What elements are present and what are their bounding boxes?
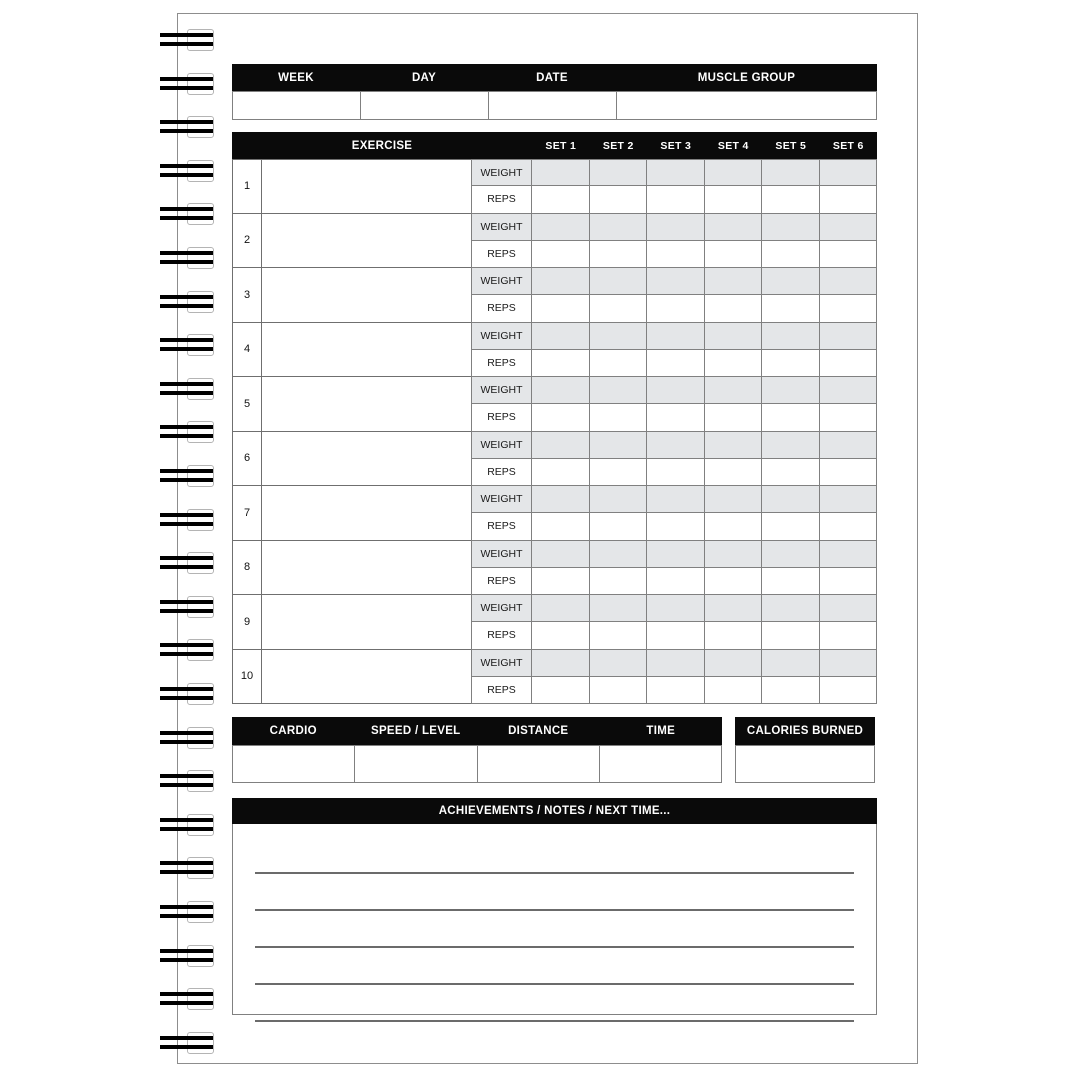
- reps-label: REPS: [471, 241, 532, 268]
- cardio-table: [232, 717, 722, 783]
- reps-cell-set-4[interactable]: [705, 513, 763, 540]
- exercise-set-grid: [471, 214, 877, 269]
- reps-cell-set-2[interactable]: [590, 459, 648, 486]
- exercise-weight-line: [471, 159, 877, 186]
- workout-info-table: [232, 64, 877, 120]
- exercise-set-grid: [471, 541, 877, 596]
- reps-cell-set-5[interactable]: [762, 186, 820, 213]
- weight-cell-set-3[interactable]: [647, 214, 705, 241]
- weight-cell-set-1[interactable]: [532, 595, 590, 622]
- cardio-header-cardio: CARDIO: [232, 717, 355, 745]
- weight-cell-set-2[interactable]: [590, 268, 648, 295]
- weight-label: WEIGHT: [471, 377, 532, 404]
- reps-cell-set-1[interactable]: [532, 568, 590, 595]
- weight-label: WEIGHT: [471, 323, 532, 350]
- cardio-field-distance[interactable]: [477, 745, 599, 783]
- calories-burned-field[interactable]: [735, 745, 875, 783]
- cardio-header-distance: DISTANCE: [477, 717, 600, 745]
- weight-cell-set-6[interactable]: [820, 541, 878, 568]
- info-field-muscle-group[interactable]: [616, 91, 877, 120]
- weight-label: WEIGHT: [471, 595, 532, 622]
- reps-cell-set-4[interactable]: [705, 622, 763, 649]
- weight-cell-set-6[interactable]: [820, 486, 878, 513]
- info-field-day[interactable]: [360, 91, 488, 120]
- reps-cell-set-3[interactable]: [647, 677, 705, 704]
- weight-cell-set-4[interactable]: [705, 159, 763, 186]
- reps-cell-set-3[interactable]: [647, 459, 705, 486]
- weight-label: WEIGHT: [471, 650, 532, 677]
- reps-label: REPS: [471, 677, 532, 704]
- exercise-reps-line: [471, 295, 877, 322]
- weight-cell-set-3[interactable]: [647, 595, 705, 622]
- reps-cell-set-1[interactable]: [532, 459, 590, 486]
- weight-label: WEIGHT: [471, 214, 532, 241]
- info-field-week[interactable]: [232, 91, 360, 120]
- reps-cell-set-2[interactable]: [590, 513, 648, 540]
- reps-cell-set-3[interactable]: [647, 186, 705, 213]
- cardio-field-speed-level[interactable]: [354, 745, 476, 783]
- reps-cell-set-2[interactable]: [590, 404, 648, 431]
- exercise-name-field[interactable]: [261, 432, 471, 487]
- reps-cell-set-6[interactable]: [820, 295, 878, 322]
- weight-cell-set-5[interactable]: [762, 595, 820, 622]
- weight-cell-set-5[interactable]: [762, 432, 820, 459]
- set-column-header-1: SET 1: [532, 132, 590, 159]
- exercise-set-grid: [471, 486, 877, 541]
- info-header-week: WEEK: [232, 64, 360, 91]
- reps-cell-set-6[interactable]: [820, 622, 878, 649]
- exercise-row-number: 5: [232, 377, 261, 432]
- reps-cell-set-5[interactable]: [762, 241, 820, 268]
- weight-label: WEIGHT: [471, 432, 532, 459]
- weight-cell-set-3[interactable]: [647, 323, 705, 350]
- weight-cell-set-4[interactable]: [705, 323, 763, 350]
- exercise-name-field[interactable]: [261, 541, 471, 596]
- weight-cell-set-4[interactable]: [705, 432, 763, 459]
- notes-line: [255, 983, 854, 985]
- cardio-header-time: TIME: [600, 717, 723, 745]
- weight-cell-set-2[interactable]: [590, 650, 648, 677]
- weight-cell-set-5[interactable]: [762, 541, 820, 568]
- exercise-row-number: 6: [232, 432, 261, 487]
- exercise-row-number: 3: [232, 268, 261, 323]
- info-header-muscle-group: MUSCLE GROUP: [616, 64, 877, 91]
- set-column-header-2: SET 2: [590, 132, 648, 159]
- reps-label: REPS: [471, 186, 532, 213]
- weight-cell-set-1[interactable]: [532, 159, 590, 186]
- weight-cell-set-4[interactable]: [705, 595, 763, 622]
- reps-cell-set-1[interactable]: [532, 404, 590, 431]
- exercise-reps-line: [471, 350, 877, 377]
- notes-line: [255, 946, 854, 948]
- exercise-row: [232, 432, 877, 487]
- weight-cell-set-2[interactable]: [590, 541, 648, 568]
- notes-line: [255, 872, 854, 874]
- reps-cell-set-4[interactable]: [705, 404, 763, 431]
- reps-cell-set-5[interactable]: [762, 350, 820, 377]
- reps-cell-set-5[interactable]: [762, 404, 820, 431]
- reps-cell-set-6[interactable]: [820, 677, 878, 704]
- exercise-weight-line: [471, 486, 877, 513]
- weight-cell-set-5[interactable]: [762, 323, 820, 350]
- weight-cell-set-4[interactable]: [705, 377, 763, 404]
- calories-burned-box: [735, 717, 875, 783]
- weight-cell-set-6[interactable]: [820, 650, 878, 677]
- reps-cell-set-2[interactable]: [590, 350, 648, 377]
- reps-cell-set-5[interactable]: [762, 677, 820, 704]
- reps-cell-set-4[interactable]: [705, 241, 763, 268]
- reps-cell-set-2[interactable]: [590, 622, 648, 649]
- reps-cell-set-6[interactable]: [820, 350, 878, 377]
- exercise-row: [232, 214, 877, 269]
- reps-cell-set-2[interactable]: [590, 677, 648, 704]
- reps-cell-set-6[interactable]: [820, 186, 878, 213]
- weight-cell-set-2[interactable]: [590, 214, 648, 241]
- weight-cell-set-1[interactable]: [532, 214, 590, 241]
- exercise-set-grid: [471, 377, 877, 432]
- info-field-date[interactable]: [488, 91, 616, 120]
- exercise-row-number: 1: [232, 159, 261, 214]
- reps-cell-set-5[interactable]: [762, 459, 820, 486]
- reps-cell-set-3[interactable]: [647, 241, 705, 268]
- exercise-row: [232, 595, 877, 650]
- exercise-reps-line: [471, 241, 877, 268]
- exercise-row: [232, 268, 877, 323]
- reps-cell-set-3[interactable]: [647, 350, 705, 377]
- weight-cell-set-6[interactable]: [820, 159, 878, 186]
- info-header-date: DATE: [488, 64, 616, 91]
- cardio-header-row: [232, 717, 722, 745]
- weight-cell-set-4[interactable]: [705, 268, 763, 295]
- reps-cell-set-6[interactable]: [820, 459, 878, 486]
- exercise-reps-line: [471, 677, 877, 704]
- reps-cell-set-3[interactable]: [647, 568, 705, 595]
- reps-cell-set-3[interactable]: [647, 404, 705, 431]
- exercise-set-grid: [471, 268, 877, 323]
- exercise-name-field[interactable]: [261, 377, 471, 432]
- reps-cell-set-1[interactable]: [532, 622, 590, 649]
- reps-label: REPS: [471, 295, 532, 322]
- reps-cell-set-6[interactable]: [820, 241, 878, 268]
- exercise-name-field[interactable]: [261, 214, 471, 269]
- exercise-row-number: 7: [232, 486, 261, 541]
- exercise-row: [232, 541, 877, 596]
- reps-cell-set-5[interactable]: [762, 622, 820, 649]
- set-column-header-4: SET 4: [705, 132, 763, 159]
- weight-cell-set-6[interactable]: [820, 268, 878, 295]
- exercise-row-number: 4: [232, 323, 261, 378]
- exercise-row-number: 8: [232, 541, 261, 596]
- reps-cell-set-5[interactable]: [762, 295, 820, 322]
- exercise-weight-line: [471, 650, 877, 677]
- calories-burned-label: CALORIES BURNED: [735, 717, 875, 745]
- weight-cell-set-1[interactable]: [532, 486, 590, 513]
- exercise-table-body: [232, 159, 877, 704]
- exercise-set-grid: [471, 323, 877, 378]
- weight-cell-set-5[interactable]: [762, 214, 820, 241]
- weight-cell-set-5[interactable]: [762, 159, 820, 186]
- exercise-weight-line: [471, 377, 877, 404]
- exercise-weight-line: [471, 541, 877, 568]
- exercise-name-field[interactable]: [261, 323, 471, 378]
- weight-cell-set-5[interactable]: [762, 486, 820, 513]
- notes-section-title: ACHIEVEMENTS / NOTES / NEXT TIME...: [232, 798, 877, 824]
- weight-cell-set-3[interactable]: [647, 159, 705, 186]
- weight-label: WEIGHT: [471, 541, 532, 568]
- exercise-reps-line: [471, 459, 877, 486]
- reps-cell-set-2[interactable]: [590, 186, 648, 213]
- weight-cell-set-6[interactable]: [820, 377, 878, 404]
- exercise-set-grid: [471, 650, 877, 705]
- set-column-header-6: SET 6: [820, 132, 878, 159]
- exercise-reps-line: [471, 186, 877, 213]
- exercise-weight-line: [471, 323, 877, 350]
- workout-info-input-row: [232, 91, 877, 120]
- weight-cell-set-6[interactable]: [820, 595, 878, 622]
- weight-cell-set-4[interactable]: [705, 486, 763, 513]
- exercise-row-number: 10: [232, 650, 261, 705]
- exercise-weight-line: [471, 432, 877, 459]
- exercise-reps-line: [471, 513, 877, 540]
- weight-cell-set-1[interactable]: [532, 541, 590, 568]
- info-header-day: DAY: [360, 64, 488, 91]
- set-column-header-3: SET 3: [647, 132, 705, 159]
- exercise-row-number: 2: [232, 214, 261, 269]
- reps-cell-set-4[interactable]: [705, 295, 763, 322]
- cardio-field-cardio[interactable]: [232, 745, 354, 783]
- weight-cell-set-6[interactable]: [820, 323, 878, 350]
- reps-cell-set-3[interactable]: [647, 295, 705, 322]
- exercise-name-field[interactable]: [261, 486, 471, 541]
- exercise-table: [232, 132, 877, 704]
- reps-cell-set-4[interactable]: [705, 350, 763, 377]
- reps-cell-set-3[interactable]: [647, 622, 705, 649]
- exercise-row: [232, 159, 877, 214]
- exercise-name-field[interactable]: [261, 650, 471, 705]
- exercise-row: [232, 650, 877, 705]
- weight-cell-set-3[interactable]: [647, 432, 705, 459]
- exercise-row: [232, 323, 877, 378]
- exercise-set-grid: [471, 159, 877, 214]
- reps-cell-set-6[interactable]: [820, 404, 878, 431]
- exercise-reps-line: [471, 622, 877, 649]
- reps-label: REPS: [471, 568, 532, 595]
- weight-cell-set-2[interactable]: [590, 595, 648, 622]
- exercise-column-header: EXERCISE: [232, 132, 532, 159]
- reps-cell-set-1[interactable]: [532, 295, 590, 322]
- weight-cell-set-5[interactable]: [762, 377, 820, 404]
- reps-cell-set-1[interactable]: [532, 513, 590, 540]
- weight-cell-set-2[interactable]: [590, 159, 648, 186]
- weight-cell-set-3[interactable]: [647, 377, 705, 404]
- notes-writing-area[interactable]: [232, 824, 877, 1015]
- exercise-name-field[interactable]: [261, 159, 471, 214]
- weight-cell-set-3[interactable]: [647, 650, 705, 677]
- weight-cell-set-1[interactable]: [532, 650, 590, 677]
- weight-cell-set-3[interactable]: [647, 486, 705, 513]
- notes-line: [255, 909, 854, 911]
- reps-cell-set-5[interactable]: [762, 568, 820, 595]
- reps-label: REPS: [471, 350, 532, 377]
- weight-cell-set-2[interactable]: [590, 323, 648, 350]
- weight-label: WEIGHT: [471, 268, 532, 295]
- weight-cell-set-2[interactable]: [590, 377, 648, 404]
- reps-label: REPS: [471, 459, 532, 486]
- weight-cell-set-1[interactable]: [532, 432, 590, 459]
- weight-cell-set-1[interactable]: [532, 268, 590, 295]
- reps-cell-set-2[interactable]: [590, 568, 648, 595]
- weight-cell-set-5[interactable]: [762, 268, 820, 295]
- exercise-reps-line: [471, 404, 877, 431]
- weight-cell-set-5[interactable]: [762, 650, 820, 677]
- exercise-weight-line: [471, 268, 877, 295]
- notes-line: [255, 1020, 854, 1022]
- weight-cell-set-3[interactable]: [647, 268, 705, 295]
- weight-cell-set-4[interactable]: [705, 214, 763, 241]
- reps-cell-set-2[interactable]: [590, 241, 648, 268]
- exercise-weight-line: [471, 595, 877, 622]
- weight-cell-set-4[interactable]: [705, 541, 763, 568]
- reps-label: REPS: [471, 622, 532, 649]
- exercise-row-number: 9: [232, 595, 261, 650]
- exercise-name-field[interactable]: [261, 268, 471, 323]
- cardio-field-time[interactable]: [599, 745, 722, 783]
- reps-cell-set-5[interactable]: [762, 513, 820, 540]
- reps-cell-set-4[interactable]: [705, 186, 763, 213]
- reps-label: REPS: [471, 513, 532, 540]
- exercise-name-field[interactable]: [261, 595, 471, 650]
- weight-label: WEIGHT: [471, 486, 532, 513]
- exercise-set-grid: [471, 432, 877, 487]
- exercise-weight-line: [471, 214, 877, 241]
- reps-cell-set-6[interactable]: [820, 513, 878, 540]
- reps-cell-set-4[interactable]: [705, 677, 763, 704]
- exercise-table-header-row: [232, 132, 877, 159]
- reps-cell-set-4[interactable]: [705, 459, 763, 486]
- notes-section: [232, 798, 877, 1015]
- reps-cell-set-2[interactable]: [590, 295, 648, 322]
- reps-cell-set-1[interactable]: [532, 350, 590, 377]
- reps-label: REPS: [471, 404, 532, 431]
- reps-cell-set-3[interactable]: [647, 513, 705, 540]
- weight-cell-set-6[interactable]: [820, 214, 878, 241]
- weight-cell-set-1[interactable]: [532, 377, 590, 404]
- workout-info-header-row: [232, 64, 877, 91]
- cardio-header-speed-level: SPEED / LEVEL: [355, 717, 478, 745]
- cardio-input-row: [232, 745, 722, 783]
- exercise-reps-line: [471, 568, 877, 595]
- reps-cell-set-1[interactable]: [532, 186, 590, 213]
- set-column-header-5: SET 5: [762, 132, 820, 159]
- reps-cell-set-1[interactable]: [532, 677, 590, 704]
- weight-cell-set-2[interactable]: [590, 486, 648, 513]
- weight-cell-set-4[interactable]: [705, 650, 763, 677]
- weight-cell-set-3[interactable]: [647, 541, 705, 568]
- exercise-row: [232, 377, 877, 432]
- weight-cell-set-2[interactable]: [590, 432, 648, 459]
- exercise-row: [232, 486, 877, 541]
- weight-label: WEIGHT: [471, 159, 532, 186]
- reps-cell-set-4[interactable]: [705, 568, 763, 595]
- reps-cell-set-1[interactable]: [532, 241, 590, 268]
- weight-cell-set-1[interactable]: [532, 323, 590, 350]
- exercise-set-grid: [471, 595, 877, 650]
- weight-cell-set-6[interactable]: [820, 432, 878, 459]
- reps-cell-set-6[interactable]: [820, 568, 878, 595]
